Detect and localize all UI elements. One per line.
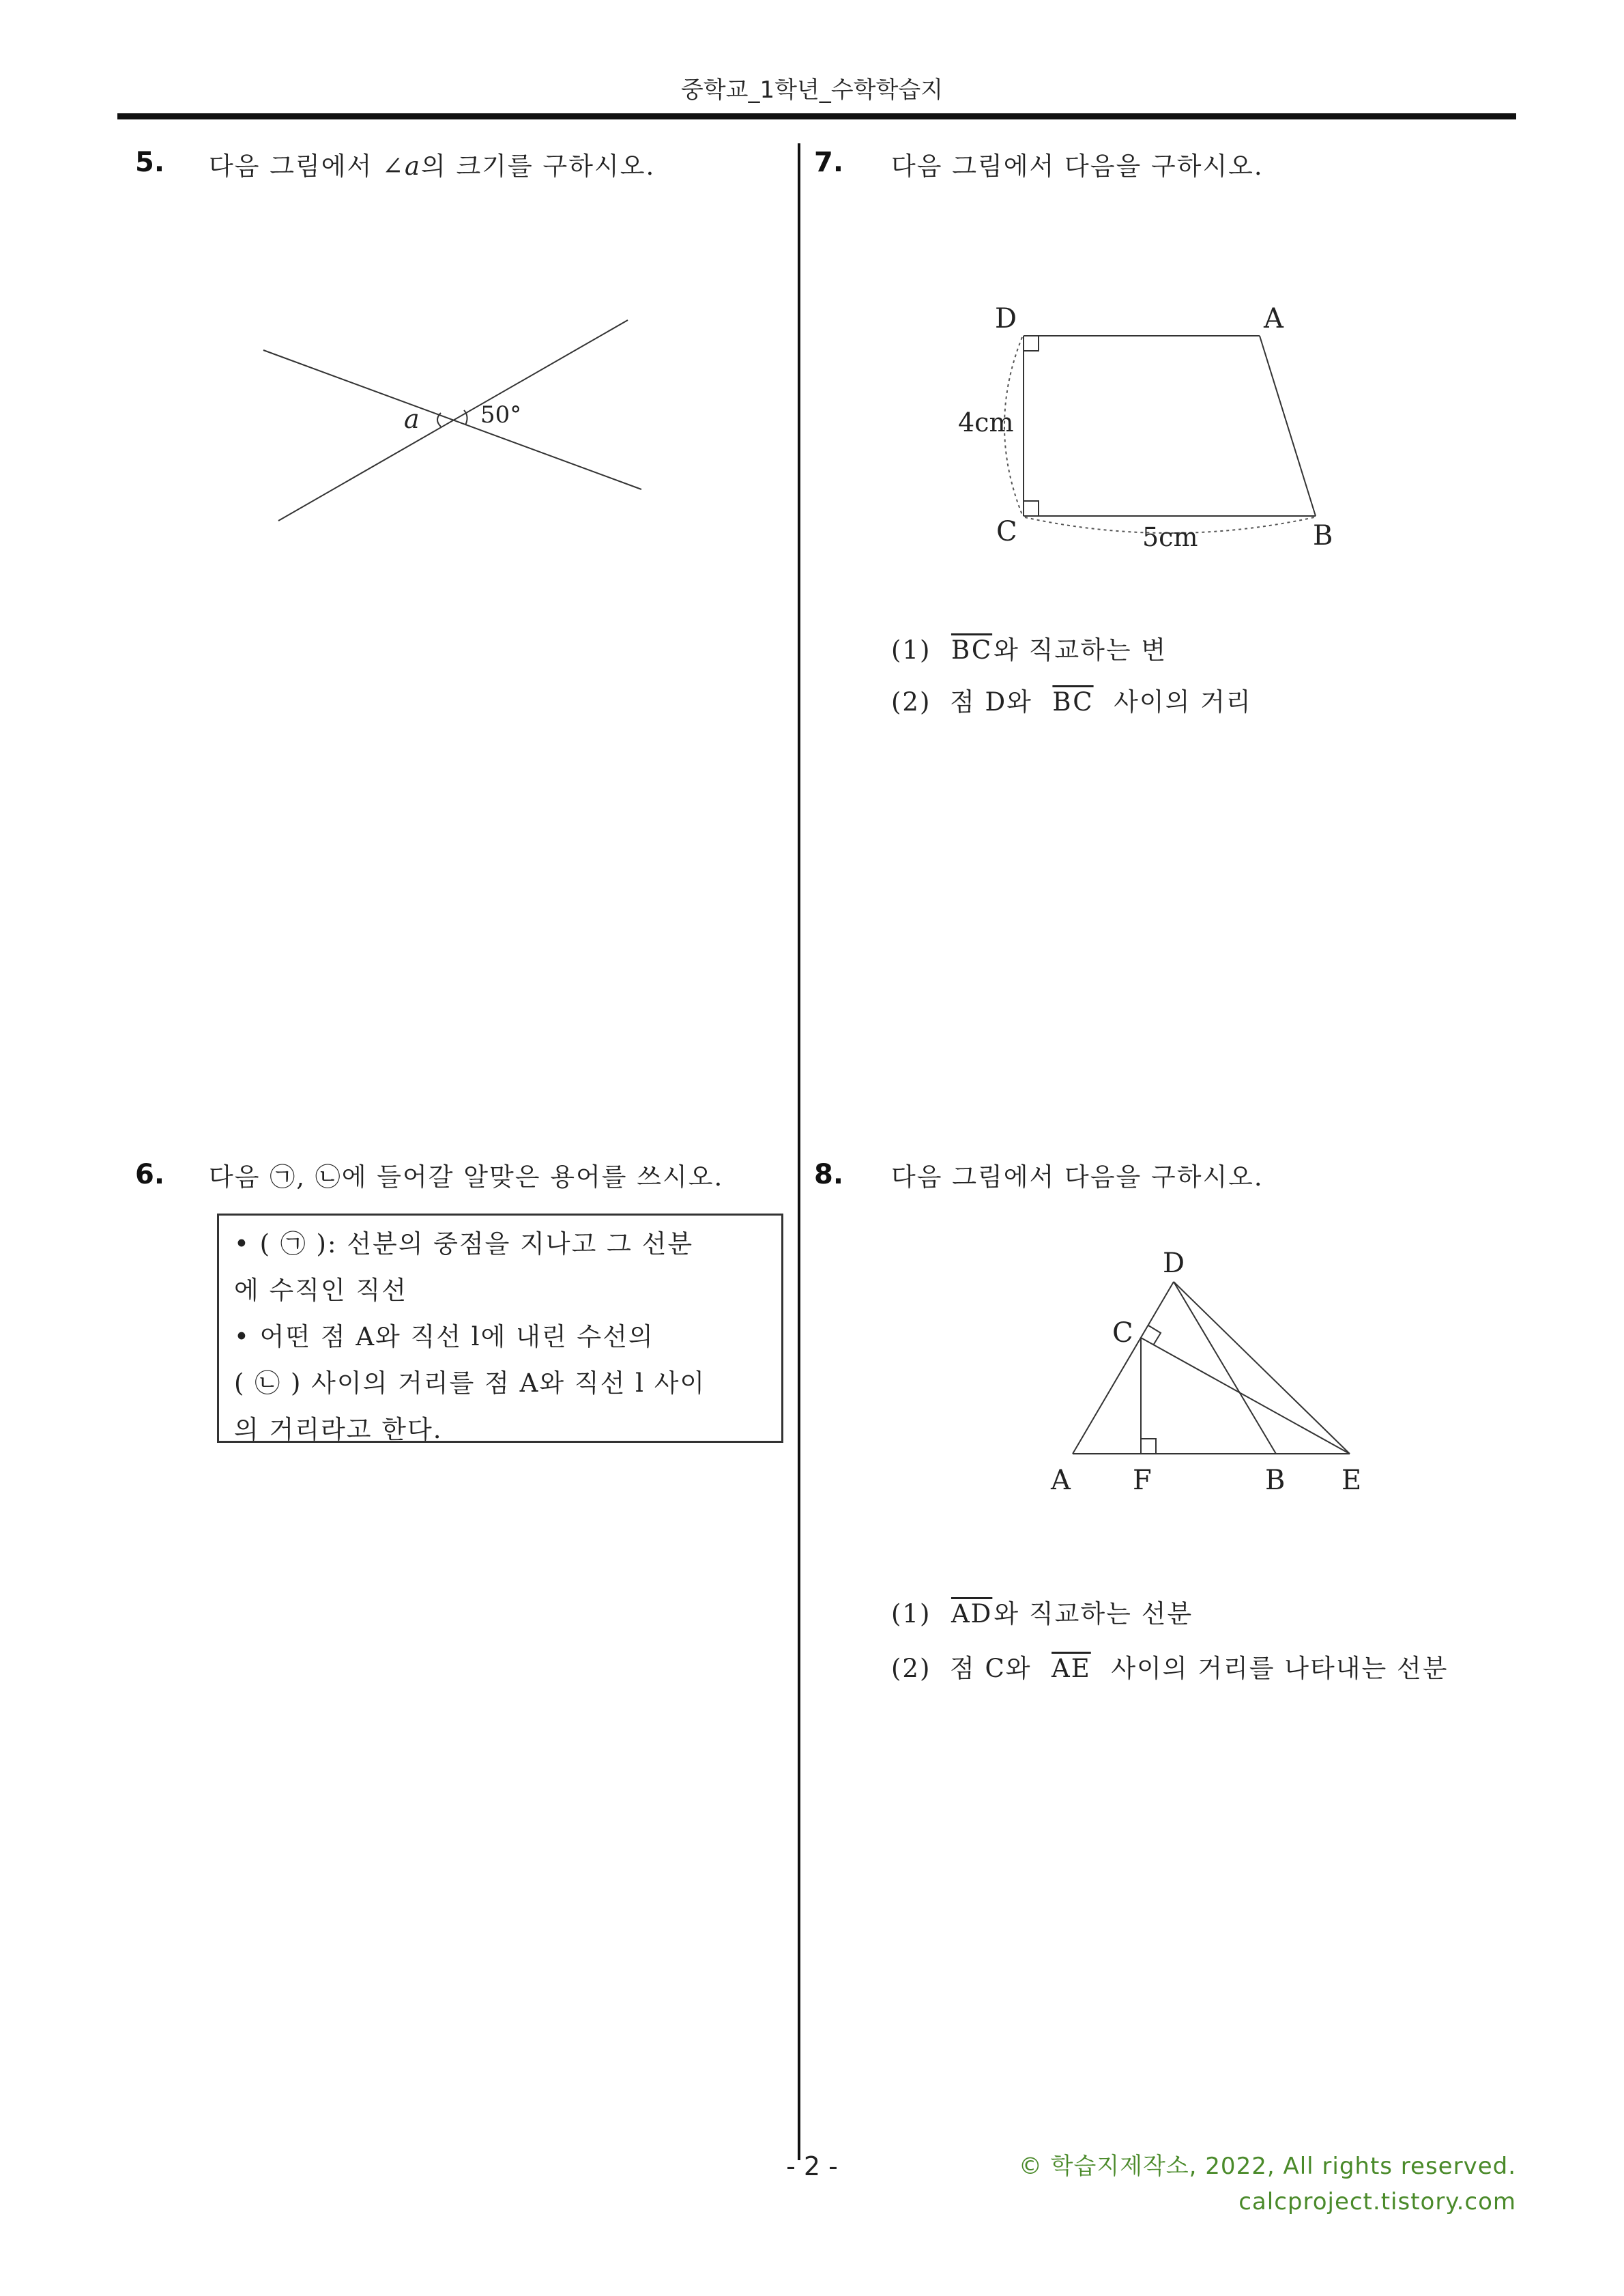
- q8-label-B: B: [1265, 1465, 1286, 1496]
- q5-given-angle: 50°: [480, 401, 522, 429]
- q8-segment-DB: [1174, 1282, 1276, 1454]
- q6-definition-box: [217, 1214, 783, 1443]
- header-rule: [117, 113, 1516, 119]
- q6-prompt: 다음 ㉠, ㉡에 들어갈 알맞은 용어를 쓰시오.: [209, 1162, 724, 1192]
- footer-site: calcproject.tistory.com: [1238, 2188, 1516, 2215]
- q8-label-D: D: [1163, 1248, 1185, 1279]
- q8-label-A: A: [1051, 1465, 1071, 1496]
- q8-label-C: C: [1112, 1317, 1133, 1349]
- q7-figure: [948, 300, 1344, 566]
- q5-prompt: [209, 145, 655, 182]
- q7-label-D: D: [995, 303, 1017, 334]
- q8-label-F: F: [1133, 1465, 1152, 1496]
- q5-figure: [252, 311, 655, 529]
- q8-right-angle-F: [1141, 1439, 1156, 1454]
- q8-segment-AD: [1073, 1282, 1174, 1454]
- q7-sub-1: [891, 629, 1167, 666]
- q8-prompt: 다음 그림에서 다음을 구하시오.: [891, 1162, 1264, 1192]
- q8-segment-DE: [1174, 1282, 1350, 1454]
- q7-sub-2-segment: $\overline{BC}$: [1052, 687, 1094, 717]
- q7-sub-1-num: (1): [891, 635, 931, 665]
- q7-sub-1-text: 와 직교하는 변: [994, 635, 1168, 665]
- q8-label-E: E: [1342, 1465, 1362, 1496]
- q5-line-2: [278, 320, 628, 521]
- q6-number: 6.: [135, 1159, 165, 1190]
- q8-segment-CE: [1141, 1338, 1350, 1454]
- q5-angle-label: a: [404, 404, 420, 434]
- q8-sub-1-segment: $\overline{AD}$: [951, 1599, 993, 1628]
- q7-label-C: C: [996, 516, 1017, 547]
- q5-prompt-angle: ∠a: [381, 152, 422, 181]
- q7-right-angle-C: [1024, 501, 1039, 516]
- q8-sub-2-segment: $\overline{AE}$: [1052, 1654, 1091, 1683]
- q7-sub-2-num: (2): [891, 687, 931, 717]
- q7-label-A: A: [1264, 303, 1284, 334]
- q6-box-line-1: • ( ㉠ ): 선분의 중점을 지나고 그 선분: [234, 1229, 694, 1259]
- q5-prompt-b: 의 크기를 구하시오.: [421, 152, 656, 181]
- page-number: - 2 -: [786, 2151, 838, 2181]
- q7-prompt: 다음 그림에서 다음을 구하시오.: [891, 152, 1264, 181]
- q8-sub-1: [891, 1593, 1193, 1630]
- q8-sub-2-num: (2): [891, 1654, 931, 1683]
- q6-box-line-4: ( ㉡ ) 사이의 거리를 점 A와 직선 l 사이: [234, 1368, 706, 1398]
- footer-copyright: © 학습지제작소, 2022, All rights reserved.: [1018, 2153, 1516, 2180]
- q7-height-label: 4cm: [958, 407, 1014, 437]
- q7-side-AB: [1260, 336, 1316, 516]
- q5-prompt-a: 다음 그림에서: [209, 152, 382, 181]
- q8-figure: [1037, 1242, 1419, 1502]
- column-divider: [798, 143, 800, 2160]
- q8-sub-1-text: 와 직교하는 선분: [994, 1599, 1193, 1628]
- footer-credit: [1019, 2149, 1516, 2220]
- q7-sub-2-text: 사이의 거리: [1114, 687, 1252, 717]
- q8-sub-1-num: (1): [891, 1599, 931, 1628]
- q7-base-label: 5cm: [1142, 522, 1198, 552]
- q8-number: 8.: [814, 1159, 844, 1190]
- page-header-title: 중학교_1학년_수학학습지: [680, 76, 944, 104]
- q8-sub-2: [891, 1648, 1449, 1684]
- q8-sub-2-text: 사이의 거리를 나타내는 선분: [1111, 1654, 1449, 1683]
- q7-sub-2-pre: 점 D와: [949, 687, 1032, 717]
- q5-number: 5.: [135, 147, 165, 178]
- q7-number: 7.: [814, 147, 844, 178]
- q8-sub-2-pre: 점 C와: [949, 1654, 1032, 1683]
- q6-box-line-2: 에 수직인 직선: [234, 1276, 407, 1305]
- q6-box-line-5: 의 거리라고 한다.: [234, 1415, 443, 1444]
- q7-right-angle-D: [1024, 336, 1039, 351]
- q5-line-1: [263, 350, 641, 489]
- q7-sub-1-segment: $\overline{BC}$: [951, 635, 993, 665]
- q7-sub-2: [891, 681, 1252, 718]
- q7-label-B: B: [1313, 520, 1333, 551]
- q6-box-line-3: • 어떤 점 A와 직선 l에 내린 수선의: [234, 1322, 654, 1351]
